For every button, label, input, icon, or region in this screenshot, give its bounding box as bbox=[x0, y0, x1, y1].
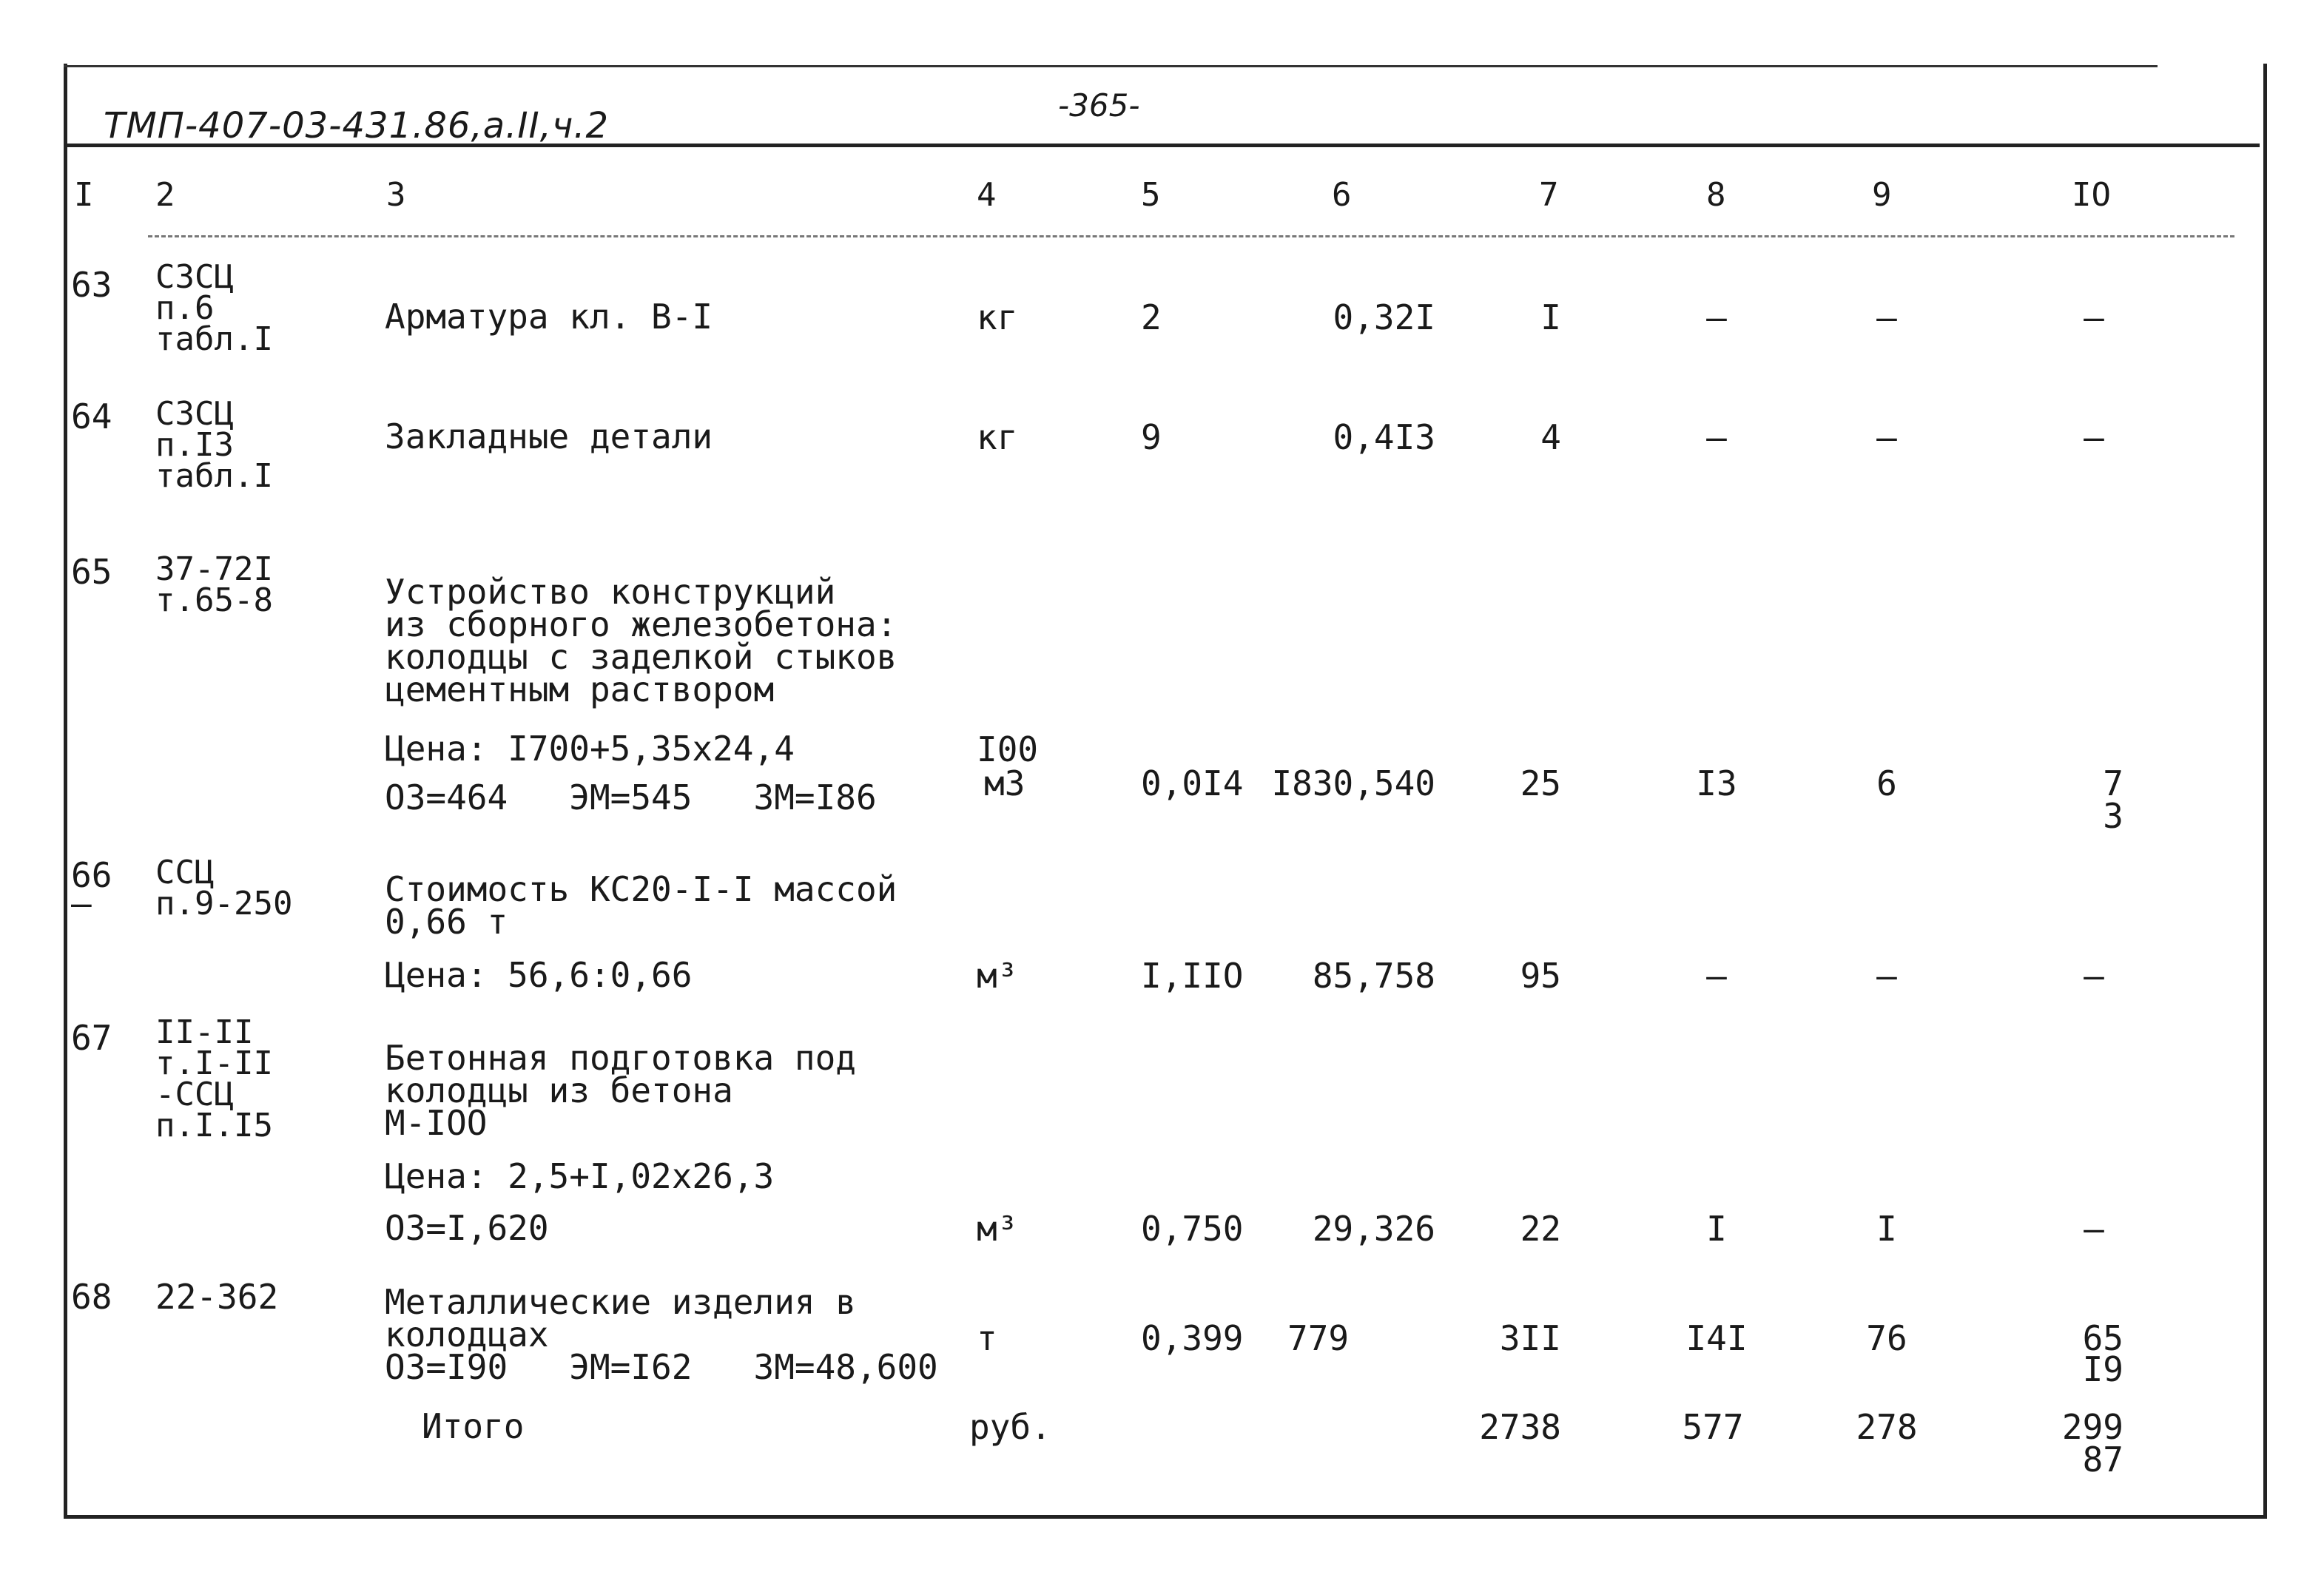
row-code-line: т.65-8 bbox=[155, 581, 273, 619]
row-price-formula: Цена: 56,6:0,66 bbox=[385, 955, 693, 995]
row-description: колодцах bbox=[385, 1315, 549, 1354]
row-number: 65 bbox=[71, 552, 112, 592]
header-rule bbox=[64, 144, 2260, 147]
row-number: 64 bbox=[71, 397, 112, 436]
row-code-line: п.6 bbox=[155, 289, 215, 327]
row-total: 4 bbox=[1540, 417, 1561, 457]
row-total: 3II bbox=[1499, 1318, 1561, 1358]
row-description: 0,66 т bbox=[385, 902, 508, 942]
col-header-8: 8 bbox=[1706, 176, 1726, 214]
row-col10: – bbox=[2084, 1209, 2104, 1249]
row-unit: кг bbox=[977, 417, 1018, 457]
row-col9: – bbox=[1876, 417, 1897, 457]
row-col10: 65 bbox=[2082, 1318, 2123, 1358]
row-col9: 76 bbox=[1866, 1318, 1907, 1358]
row-col8: I3 bbox=[1696, 763, 1737, 803]
row-col10-sub: 3 bbox=[2103, 796, 2123, 836]
row-code-line: II-II bbox=[155, 1013, 254, 1051]
col-header-6: 6 bbox=[1332, 176, 1352, 214]
totals-col10-sub: 87 bbox=[2082, 1440, 2123, 1480]
row-col8: – bbox=[1706, 297, 1727, 337]
row-quantity: 0,750 bbox=[1141, 1209, 1244, 1249]
row-col9: 6 bbox=[1876, 763, 1897, 803]
row-total: 95 bbox=[1520, 956, 1561, 996]
row-description: цементным раствором bbox=[385, 669, 775, 709]
page-number: -365- bbox=[1058, 87, 1140, 124]
row-number: 66 bbox=[71, 855, 112, 895]
col-header-10: IO bbox=[2072, 176, 2111, 214]
row-total: I bbox=[1540, 297, 1561, 337]
row-col8: – bbox=[1706, 417, 1727, 457]
totals-col8: 577 bbox=[1682, 1407, 1744, 1447]
col-header-5: 5 bbox=[1141, 176, 1161, 214]
row-col9: – bbox=[1876, 297, 1897, 337]
row-total: 22 bbox=[1520, 1209, 1561, 1249]
col-header-7: 7 bbox=[1539, 176, 1559, 214]
totals-col10: 299 bbox=[2061, 1407, 2123, 1447]
row-code-line: 37-72I bbox=[155, 550, 273, 588]
row-description: колодцы из бетона bbox=[385, 1070, 733, 1110]
row-subline: ОЗ=464 ЭМ=545 ЗМ=I86 bbox=[385, 777, 877, 817]
row-col10-sub: I9 bbox=[2082, 1349, 2123, 1389]
row-unit-sub: мЗ bbox=[984, 763, 1025, 803]
row-unit-price: I830,540 bbox=[1271, 763, 1435, 803]
row-number: 67 bbox=[71, 1018, 112, 1058]
col-header-1: I bbox=[74, 176, 94, 214]
row-col8: I bbox=[1706, 1209, 1727, 1249]
row-quantity: 0,399 bbox=[1141, 1318, 1244, 1358]
row-unit: м³ bbox=[977, 1209, 1018, 1249]
row-description: М-IOO bbox=[385, 1103, 488, 1143]
row-quantity: I,IIO bbox=[1141, 956, 1244, 996]
row-code-line: СЗСЦ bbox=[155, 258, 234, 296]
row-unit: I00 bbox=[977, 729, 1039, 769]
row-code-line: 22-362 bbox=[155, 1277, 279, 1317]
row-description: Арматура кл. В-I bbox=[385, 297, 713, 337]
row-subline: ОЗ=I,620 bbox=[385, 1208, 549, 1248]
row-code-line: табл.I bbox=[155, 320, 273, 358]
row-unit-price: 29,326 bbox=[1312, 1209, 1435, 1249]
row-code-line: ССЦ bbox=[155, 854, 215, 891]
doc-code: ТМП-407-03-431.86,а.II,ч.2 bbox=[104, 105, 610, 146]
col-header-2: 2 bbox=[155, 176, 175, 214]
row-quantity: 2 bbox=[1141, 297, 1162, 337]
row-price-formula: Цена: I700+5,35х24,4 bbox=[385, 729, 795, 769]
row-code-line: п.I.I5 bbox=[155, 1107, 273, 1144]
row-col10: 7 bbox=[2103, 763, 2123, 803]
row-unit: кг bbox=[977, 297, 1018, 337]
totals-unit: руб. bbox=[969, 1407, 1051, 1447]
row-subline: ОЗ=I90 ЭМ=I62 ЗМ=48,600 bbox=[385, 1347, 938, 1387]
row-total: 25 bbox=[1520, 763, 1561, 803]
row-col10: – bbox=[2084, 956, 2104, 996]
row-number: 68 bbox=[71, 1277, 112, 1317]
row-unit: т bbox=[977, 1318, 997, 1358]
col-header-3: 3 bbox=[386, 176, 406, 214]
row-code-line: СЗСЦ bbox=[155, 395, 234, 433]
row-col10: – bbox=[2084, 417, 2104, 457]
row-unit: м³ bbox=[977, 956, 1018, 996]
totals-col9: 278 bbox=[1856, 1407, 1918, 1447]
row-description: Металлические изделия в bbox=[385, 1282, 856, 1322]
row-description: из сборного железобетона: bbox=[385, 604, 897, 644]
row-quantity: 9 bbox=[1141, 417, 1162, 457]
row-col10: – bbox=[2084, 297, 2104, 337]
row-code-line: -ССЦ bbox=[155, 1076, 234, 1113]
row-code-line: табл.I bbox=[155, 457, 273, 495]
row-description: Стоимость КС20-I-I массой bbox=[385, 869, 897, 909]
row-unit-price: 779 bbox=[1287, 1318, 1350, 1358]
col-header-9: 9 bbox=[1872, 176, 1892, 214]
top-rule bbox=[64, 65, 2158, 67]
row-col9: I bbox=[1876, 1209, 1897, 1249]
row-price-formula: Цена: 2,5+I,02х26,3 bbox=[385, 1156, 775, 1196]
row-description: Бетонная подготовка под bbox=[385, 1038, 856, 1078]
row-description: колодцы с заделкой стыков bbox=[385, 637, 897, 677]
row-col8: – bbox=[1706, 956, 1727, 996]
row-code-line: п.9-250 bbox=[155, 885, 293, 922]
row-code-line: т.I-II bbox=[155, 1045, 273, 1082]
row-code-line: п.I3 bbox=[155, 426, 234, 464]
row-unit-price: 85,758 bbox=[1312, 956, 1435, 996]
row-quantity: 0,0I4 bbox=[1141, 763, 1244, 803]
row-description: Закладные детали bbox=[385, 416, 713, 456]
row-number-mark: – bbox=[71, 883, 92, 923]
totals-label: Итого bbox=[422, 1406, 525, 1446]
row-unit-price: 0,32I bbox=[1333, 297, 1435, 337]
totals-sum: 2738 bbox=[1479, 1407, 1561, 1447]
row-col8: I4I bbox=[1685, 1318, 1748, 1358]
row-unit-price: 0,4I3 bbox=[1333, 417, 1435, 457]
row-col9: – bbox=[1876, 956, 1897, 996]
row-description: Устройство конструкций bbox=[385, 572, 836, 612]
header-dash-rule bbox=[148, 235, 2234, 237]
col-header-4: 4 bbox=[977, 176, 997, 214]
row-number: 63 bbox=[71, 265, 112, 305]
